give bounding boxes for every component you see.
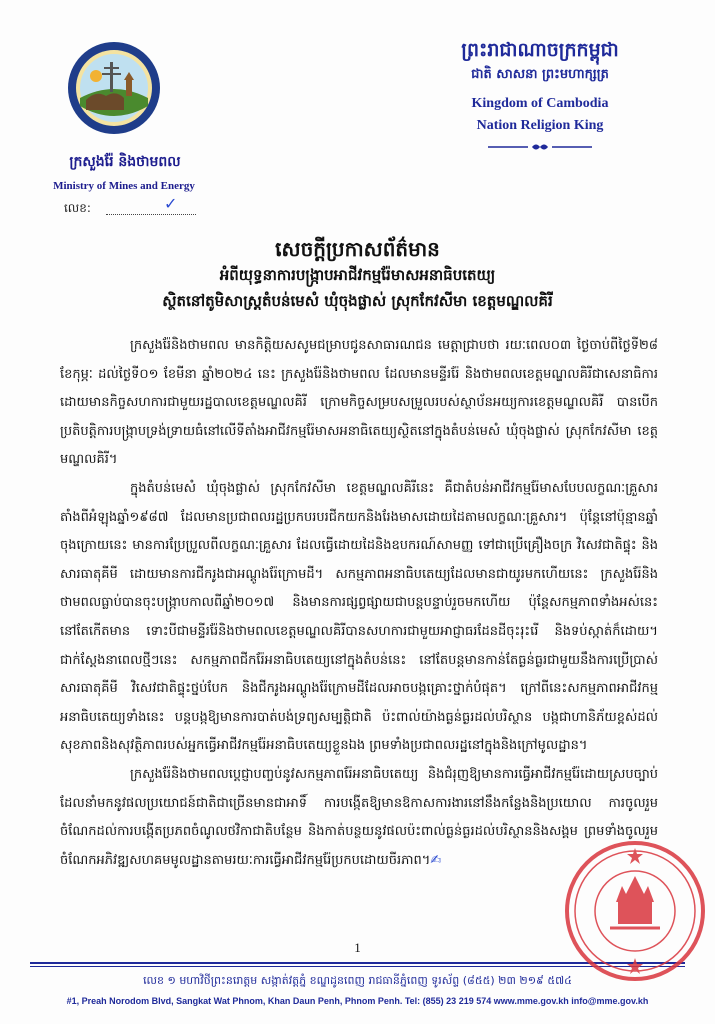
official-seal-stamp-icon (560, 836, 710, 986)
reference-number-row (64, 194, 204, 218)
national-motto-khmer: ជាតិ សាសនា ព្រះមហាក្សត្រ (471, 67, 609, 82)
kingdom-name-khmer: ព្រះរាជាណាចក្រកម្ពុជា (461, 39, 619, 61)
kingdom-name-english: Kingdom of Cambodia (471, 96, 609, 111)
body-paragraph-3-text: ក្រសួងរ៉ែនិងថាមពលប្តេជ្ញាបញ្ចប់នូវសកម្មភាពរ៉ែអនាធិបតេយ្យ និងជំរុញឱ្យមានការធ្វើអាជីវកម្មរ៉ែដោយស្របច្បាប់ដែលនាំមកនូវផលប្រយោជន៍ជាតិជាច្រើនមានជាអាទិ៍ ការបង្កើតឱ្យមានឱកាសការងារនៅនឹងកន្លែងនិងប្រយោល ការចូលរួមចំណែកដល់ការបង្កើតប្រភពចំណូលថវិកាជាតិបន្ថែម និងកាត់បន្ថយនូវផលប៉ះពាល់ធ្ងន់ធ្ងរដល់បរិស្ថាននិងសង្គម ព្រមទាំងចូលរួមចំណែកអភិវឌ្ឍសហគមមូលដ្ឋានតាមរយៈការធ្វើអាជីវកម្មរ៉ែប្រកបដោយចីរភាព។ (60, 766, 658, 868)
body-paragraph-1: ក្រសួងរ៉ែនិងថាមពល មានកិត្តិយសសូមជម្រាបជូនសាធារណជន មេត្តាជ្រាបថា រយៈពេល០៣ ថ្ងៃចាប់ពីថ្ងៃទី២៨ ខែកុម្ភៈ ដល់ថ្ងៃទី០១ ខែមីនា ឆ្នាំ២០២៤ នេះ ក្រសួងរ៉ែនិងថាមពល ដែលមានមន្ទីររ៉ែ និងថាមពលខេត្តមណ្ឌលគិរីជាសេនាធិការ ដោយមានកិច្ចសហការជាមួយរដ្ឋបាលខេត្តមណ្ឌលគិរី ក្រោមកិច្ចសម្របសម្រួលរបស់ស្ថាប័នអយ្យការខេត្តមណ្ឌលគិរី បានបើកប្រតិបត្តិការបង្ក្រាបទ្រង់ទ្រាយធំនៅលើទីតាំងអាជីវកម្មរ៉ែមាសអនាធិតេយ្យស្ថិតនៅក្នុងតំបន់មេសំ ឃុំចុងផ្លាស់ ស្រុកកែវសីមា ខេត្តមណ្ឌលគិរី។ (60, 338, 658, 468)
document-subtitle-line-2: ស្ថិតនៅតូមិសាស្ត្រតំបន់មេសំ ឃុំចុងផ្លាស់ ស្រុកកែវសីមា ខេត្តមណ្ឌលគិរី (162, 292, 553, 310)
ministry-name-khmer: ក្រសួងរ៉ែ និងថាមពល (69, 154, 181, 170)
reference-label: លេខ: (64, 201, 91, 215)
ministry-name-english: Ministry of Mines and Energy (53, 180, 195, 192)
footer-address-khmer: លេខ ១ មហាវិថីព្រះនរោត្តម សង្កាត់វត្តភ្នំ ខណ្ឌដូនពេញ រាជធានីភ្នំពេញ ទូរស័ព្ទ (៨៥៥) ២៣ ២១៩ ៥៧៤ (143, 974, 572, 987)
page-number: 1 (354, 940, 361, 955)
press-release-body (60, 332, 658, 875)
ministry-logo (66, 40, 162, 136)
national-motto-english: Nation Religion King (476, 118, 604, 133)
document-title: សេចក្តីប្រកាសព័ត៌មាន (275, 237, 440, 261)
footer-address-english: #1, Preah Norodom Blvd, Sangkat Wat Phnom, Khan Daun Penh, Phnom Penh. Tel: (855) 23 219 574 www.mme.gov.kh info@mme.gov.kh (66, 996, 649, 1006)
document-subtitle-line-1: អំពីយុទ្ធនាការបង្ក្រាបអាជីវកម្មរ៉ែមាសអនាធិបតេយ្យ (219, 266, 496, 284)
reference-dotted-line (106, 202, 196, 215)
pen-signature-mark-icon: ✍ (430, 852, 442, 868)
check-mark-icon: ✓ (164, 194, 178, 213)
ornament-divider-icon (484, 142, 596, 152)
body-paragraph-2: ក្នុងតំបន់មេសំ ឃុំចុងផ្លាស់ ស្រុកកែវសីមា ខេត្តមណ្ឌលគិរីនេះ គឺជាតំបន់អាជីវកម្មរ៉ែមាសបែបលក្ខណៈគ្រួសារតាំងពីអំឡុងឆ្នាំ១៩៨៧ ដែលមានប្រជាពលរដ្ឋប្រកបរបរជីកយកនិងរែងមាសដោយដៃតាមលក្ខណៈគ្រួសារ។ ប៉ុន្តែនៅប៉ុន្មានឆ្នាំចុងក្រោយនេះ មានការប្រែប្រួលពីលក្ខណៈគ្រួសារ ដែលធ្វើដោយដៃនិងឧបករណ៍សាមញ្ញ ទៅជាប្រើគ្រឿងចក្រ វិសេវជាតិផ្ទុះ និងសារធាតុគីមី ដោយមានការជីករូងជាអណ្តូងរ៉ែក្រោមដី។ សកម្មភាពអនាធិបតេយ្យដែលមានជាយូរមកហើយនេះ ក្រសួងរ៉ែនិងថាមពលធ្លាប់បានចុះបង្ក្រាបកាលពីឆ្នាំ២០១៧ និងមានការផ្សព្វផ្សាយជាបន្តបន្ទាប់រួចមកហើយ ប៉ុន្តែសកម្មភាពទាំងអស់នេះនៅតែកើតមាន ទោះបីជាមន្ទីររ៉ែនិងថាមពលខេត្តមណ្ឌលគិរីបានសហការជាមួយអាជ្ញាធរដែនដីចុះរុះរើ និងទប់ស្កាត់ក៏ដោយ។ ជាក់ស្តែងនាពេលថ្មីៗនេះ សកម្មភាពជីករ៉ែអនាធិបតេយ្យនៅក្នុងតំបន់នេះ នៅតែបន្តមានកាន់តែធ្ងន់ធ្ងរជាមួយនឹងការប្រើប្រាស់សារធាតុគីមី វិសេវជាតិផ្ទុះថ្នប់បែក និងជីករូងអណ្តូងរ៉ែក្រោមដីដែលអាចបង្កគ្រោះថ្នាក់បំផុត។ ក្រៅពីនេះសកម្មភាពអាជីវកម្មអនាធិបតេយ្យទាំងនេះ បន្តបង្កឱ្យមានការបាត់បង់ទ្រព្យសម្បត្តិជាតិ ប៉ះពាល់យ៉ាងធ្ងន់ធ្ងរដល់បរិស្ថាន បង្កជាហានិភ័យខ្ពស់ដល់សុខភាពនិងសុវត្ថិភាពរបស់អ្នកធ្វើអាជីវកម្មរ៉ែអនាធិបតេយ្យខ្លួនឯង ព្រមទាំងប្រជាពលរដ្ឋនៅក្នុងនិងក្រៅមូលដ្ឋាន។ (60, 480, 658, 754)
